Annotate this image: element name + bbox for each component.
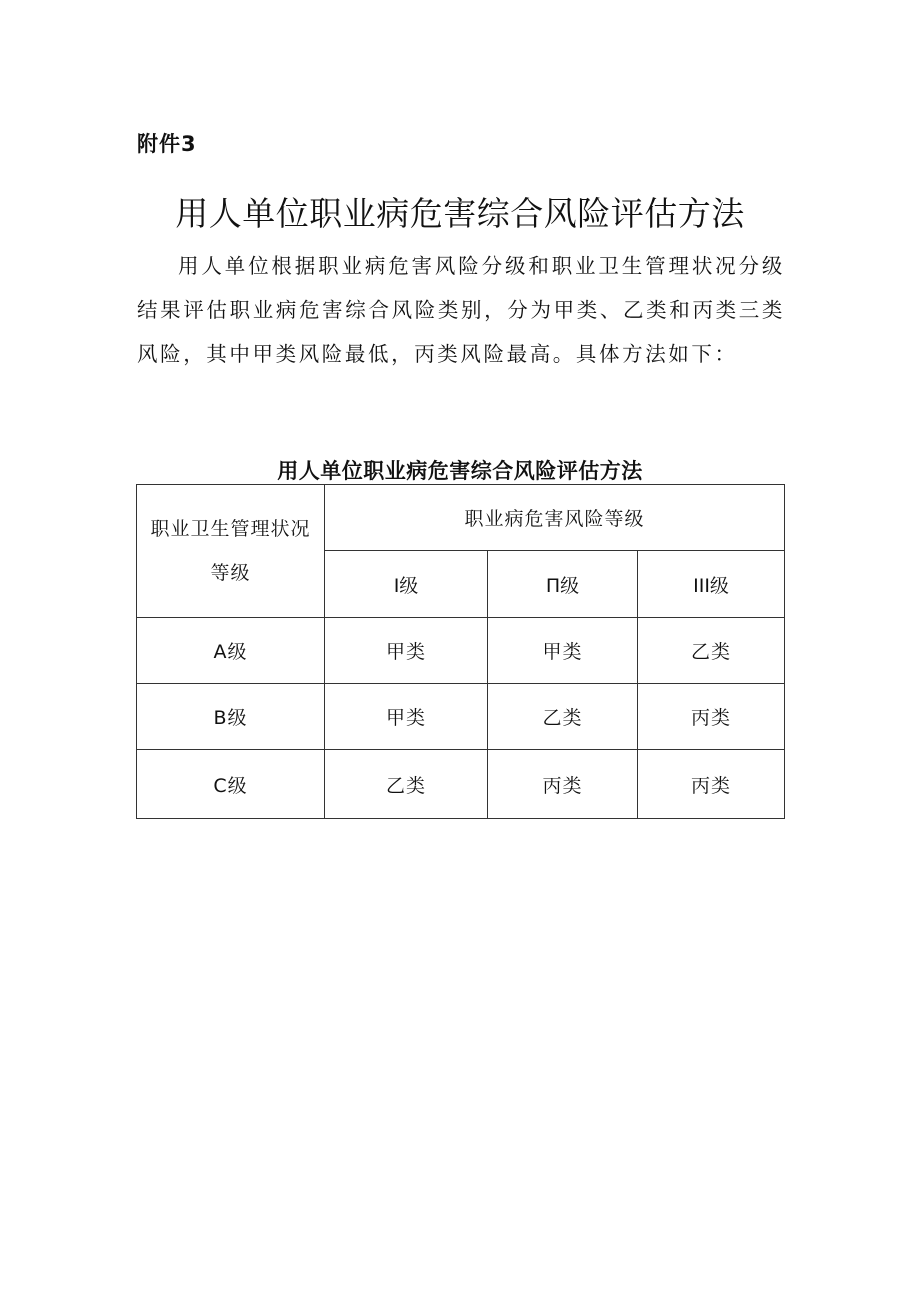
row-level-c: C级 — [137, 750, 325, 819]
table-header-row — [137, 485, 785, 551]
column-group-header: 职业病危害风险等级 — [325, 485, 785, 551]
row-header-line2: 等级 — [210, 562, 251, 584]
table-row — [137, 618, 785, 684]
table-row — [137, 684, 785, 750]
intro-paragraph: 用人单位根据职业病危害风险分级和职业卫生管理状况分级结果评估职业病危害综合风险类别，分为甲类、乙类和丙类三类风险，其中甲类风险最低，丙类风险最高。具体方法如下： — [137, 254, 785, 366]
row-level-b: B级 — [137, 684, 325, 750]
column-header-level-3: III级 — [638, 551, 785, 618]
table-cell: 甲类 — [488, 618, 638, 684]
table-cell: 乙类 — [488, 684, 638, 750]
table-cell: 丙类 — [638, 684, 785, 750]
table-cell: 乙类 — [325, 750, 488, 819]
annex-label: 附件3 — [137, 132, 197, 156]
table-cell: 甲类 — [325, 684, 488, 750]
row-header-line1: 职业卫生管理状况 — [150, 518, 311, 540]
table-cell: 甲类 — [325, 618, 488, 684]
table-cell: 丙类 — [488, 750, 638, 819]
risk-matrix-table — [136, 484, 785, 819]
column-header-level-1: I级 — [325, 551, 488, 618]
document-title: 用人单位职业病危害综合风险评估方法 — [175, 194, 745, 233]
table-cell: 丙类 — [638, 750, 785, 819]
row-header-cell — [137, 485, 325, 618]
row-level-a: A级 — [137, 618, 325, 684]
table-row — [137, 750, 785, 819]
table-cell: 乙类 — [638, 618, 785, 684]
table-caption: 用人单位职业病危害综合风险评估方法 — [277, 459, 643, 483]
column-header-level-2: П级 — [488, 551, 638, 618]
